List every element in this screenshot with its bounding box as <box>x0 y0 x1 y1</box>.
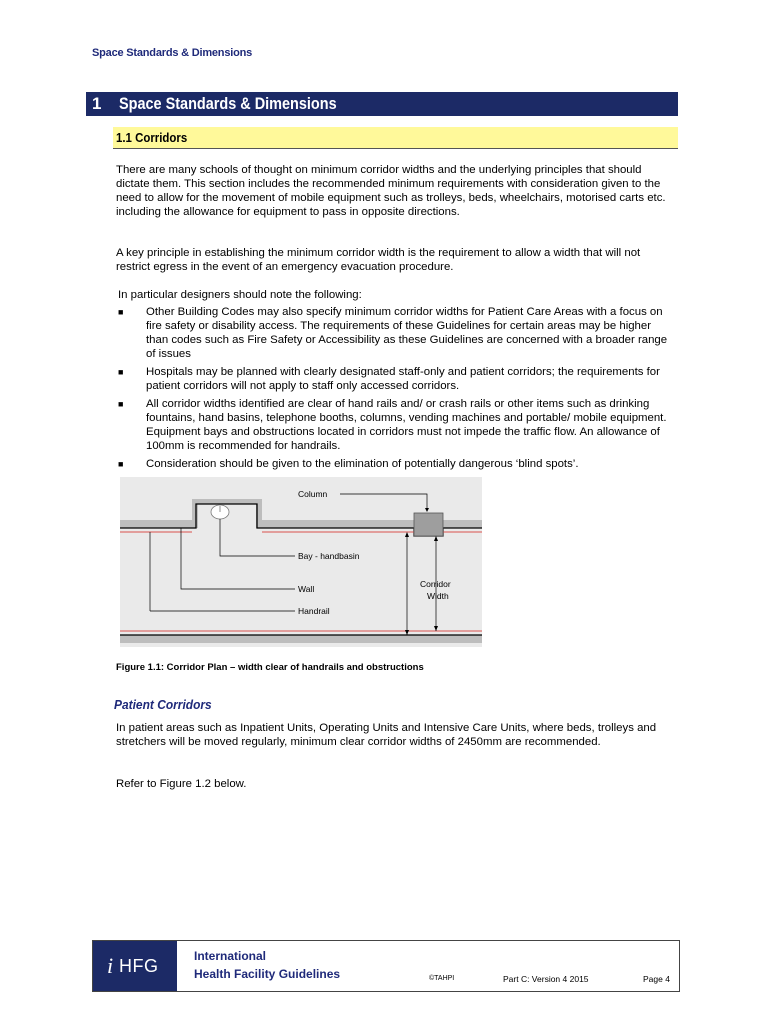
bottom-wall-band <box>120 635 482 643</box>
intro-paragraph: There are many schools of thought on minimum corridor widths and the underlying principles that should dictate them. This section includes the recommended minimum requirements with consideration given to the need to allow for the movement of mobile equipment such as trolleys, beds, wheelchairs, motorised carts etc. including the allowance for equipment to pass in opposite directions. <box>116 164 666 218</box>
bay-label: Bay - handbasin <box>298 551 360 561</box>
list-item: ■ Other Building Codes may also specify minimum corridor widths for Patient Care Areas with a focus on fire safety or disability access. The requirements of these Guidelines for certain areas may be higher than codes such as Fire Safety or Accessibility as these Guidelines are concerned with a broader range of issues <box>118 306 668 360</box>
bullet-icon: ■ <box>118 307 124 317</box>
patient-corridors-heading: Patient Corridors <box>114 697 212 712</box>
logo-hfg-letters: HFG <box>119 956 159 976</box>
section-title: Space Standards & Dimensions <box>119 94 337 113</box>
column-leader <box>340 494 427 511</box>
page-footer <box>92 940 680 992</box>
bullet-icon: ■ <box>118 459 124 469</box>
designers-note: In particular designers should note the following: <box>118 289 362 301</box>
running-header: Space Standards & Dimensions <box>92 47 253 59</box>
bullet-icon: ■ <box>118 367 124 377</box>
width-label: Width <box>427 591 449 601</box>
wall-label: Wall <box>298 584 315 594</box>
logo-i-letter: i <box>107 953 114 978</box>
copyright: ©TAHPI <box>429 975 455 982</box>
corridor-label: Corridor <box>420 579 451 589</box>
subsection-title: 1.1 Corridors <box>116 130 188 145</box>
list-item: ■ Hospitals may be planned with clearly designated staff-only and patient corridors; the requirements for patient corridors will not apply to staff only accessed corridors. <box>118 366 660 392</box>
wall-leader <box>181 528 295 589</box>
corridor-plan-diagram <box>120 477 482 647</box>
list-item: ■ All corridor widths identified are clear of hand rails and/ or crash rails or other items such as drinking fountains, hand basins, telephone booths, columns, vending machines and portable/ mobile equipment. Equipment bays and obstructions located in corridors must not impede the traffic flow. An allowance of 100mm is recommended for handrails. <box>118 398 667 452</box>
figure-caption: Figure 1.1: Corridor Plan – width clear of handrails and obstructions <box>116 662 424 673</box>
section-heading <box>86 92 678 116</box>
principle-paragraph: A key principle in establishing the minimum corridor width is the requirement to allow a width that will not restrict egress in the event of an emergency evacuation procedure. <box>116 247 641 273</box>
org-name-line2: Health Facility Guidelines <box>194 967 341 981</box>
handrail-label: Handrail <box>298 606 330 616</box>
version-text: Part C: Version 4 2015 <box>503 974 589 984</box>
bullet-list <box>116 305 676 475</box>
ihfg-logo <box>93 941 177 991</box>
refer-paragraph: Refer to Figure 1.2 below. <box>116 778 247 790</box>
column-block <box>414 513 443 536</box>
org-name-line1: International <box>194 949 267 963</box>
page-number: Page 4 <box>643 974 670 984</box>
list-item: ■ Consideration should be given to the elimination of potentially dangerous ‘blind spots’. <box>118 458 579 470</box>
bullet-icon: ■ <box>118 399 124 409</box>
patient-paragraph: In patient areas such as Inpatient Units, Operating Units and Intensive Care Units, where beds, trolleys and stretchers will be moved regularly, minimum clear corridor widths of 2450mm are recommended. <box>116 722 657 748</box>
section-number: 1 <box>92 94 102 113</box>
subsection-heading <box>113 127 678 149</box>
corridor-plan-figure <box>120 477 482 647</box>
column-label: Column <box>298 489 328 499</box>
